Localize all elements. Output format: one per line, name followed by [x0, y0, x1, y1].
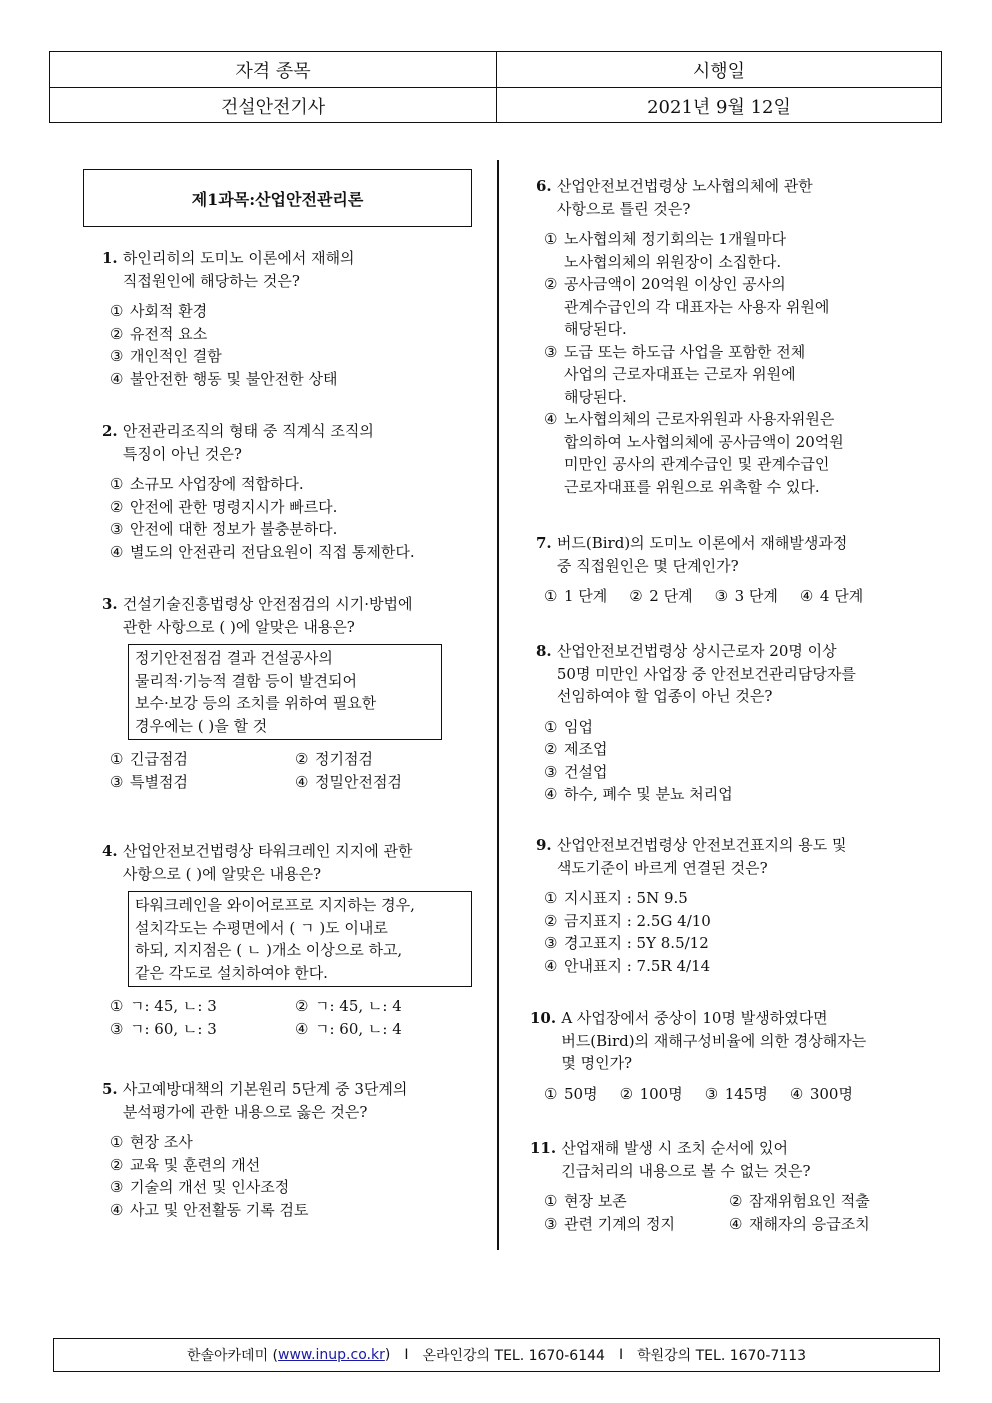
option-1[interactable]: ① 현장 보존 [544, 1192, 627, 1210]
option-4[interactable]: ④ 안내표지 : 7.5R 4/14 [544, 956, 711, 975]
question-number: 4. [102, 842, 123, 860]
question-6 [536, 175, 926, 498]
category-label: 자격 종목 [50, 52, 497, 87]
option-1[interactable]: ① 1 단계 [544, 587, 608, 605]
option-2[interactable]: ② 교육 및 훈련의 개선 [110, 1155, 261, 1174]
question-2 [102, 420, 482, 563]
question-number: 10. [530, 1009, 562, 1027]
option-2[interactable]: ② 유전적 요소 [110, 324, 208, 343]
question-number: 9. [536, 836, 557, 854]
option-4[interactable]: ④ 별도의 안전관리 전담요원이 직접 통제한다. [110, 542, 415, 561]
option-3[interactable]: ③ 145명 [704, 1084, 768, 1103]
question-stem: 산업안전보건법령상 노사협의체에 관한 사항으로 틀린 것은? [556, 177, 813, 218]
online-phone: 온라인강의 TEL. 1670-6144 [422, 1348, 605, 1364]
option-3[interactable]: ③ 경고표지 : 5Y 8.5/12 [544, 934, 709, 952]
condition-box: 정기안전점검 결과 건설공사의 물리적·기능적 결함 등이 발견되어 보수·보강 등의 조치를 위하여 필요한 경우에는 ( )을 할 것 [128, 644, 442, 740]
option-1[interactable]: ① 긴급점검 [110, 750, 188, 768]
option-4[interactable]: ④ 정밀안전점검 [295, 772, 402, 791]
option-2[interactable]: ② 공사금액이 20억원 이상인 공사의 관계수급인의 각 대표자는 사용자 위원에 해당된다. [544, 275, 830, 338]
page-footer [53, 1338, 940, 1372]
question-4 [102, 840, 482, 1040]
question-number: 11. [530, 1139, 562, 1157]
option-2[interactable]: ② 잠재위험요인 적출 [729, 1192, 870, 1210]
option-1[interactable]: ① 사회적 환경 [110, 302, 208, 320]
question-stem: 산업안전보건법령상 타워크레인 지지에 관한 사항으로 ( )에 알맞은 내용은? [122, 842, 413, 883]
option-3[interactable]: ③ 기술의 개선 및 인사조정 [110, 1178, 290, 1196]
website-link[interactable]: www.inup.co.kr [278, 1347, 385, 1363]
option-3[interactable]: ③ 안전에 대한 정보가 불충분하다. [110, 520, 338, 538]
exam-header-table [49, 51, 942, 123]
date-value: 2021년 9월 12일 [647, 96, 791, 118]
option-4[interactable]: ④ 4 단계 [799, 587, 864, 605]
option-4[interactable]: ④ ㄱ: 60, ㄴ: 4 [295, 1019, 402, 1038]
option-3[interactable]: ③ ㄱ: 60, ㄴ: 3 [110, 1019, 217, 1038]
question-number: 8. [536, 642, 557, 660]
category-value: 건설안전기사 [50, 88, 497, 123]
option-1[interactable]: ① 현장 조사 [110, 1133, 193, 1151]
question-1 [102, 247, 482, 390]
option-4[interactable]: ④ 노사협의체의 근로자위원과 사용자위원은 합의하여 노사협의체에 공사금액이 20억원 미만인 공사의 관계수급인 및 관계수급인 근로자대표를 위원으로 위촉할 수 있다. [544, 410, 844, 496]
question-stem: 안전관리조직의 형태 중 직계식 조직의 특징이 아닌 것은? [122, 422, 374, 463]
option-4[interactable]: ④ 하수, 폐수 및 분뇨 처리업 [544, 785, 733, 803]
option-2[interactable]: ② 제조업 [544, 740, 608, 758]
date-label: 시행일 [692, 60, 746, 82]
option-2[interactable]: ② 100명 [619, 1084, 683, 1103]
question-stem: 산업안전보건법령상 상시근로자 20명 이상 50명 미만인 사업장 중 안전보건관리담당자를 선임하여야 할 업종이 아닌 것은? [556, 642, 856, 705]
option-3[interactable]: ③ 도급 또는 하도급 사업을 포함한 전체 사업의 근로자대표는 근로자 위원에 해당된다. [544, 342, 806, 406]
question-7 [536, 532, 926, 608]
academy-name: 한솔아카데미 ( [186, 1348, 279, 1364]
offline-phone: 학원강의 TEL. 1670-7113 [637, 1348, 807, 1364]
option-1[interactable]: ① 지시표지 : 5N 9.5 [544, 889, 688, 907]
question-8 [536, 640, 926, 806]
separator: I [618, 1347, 624, 1363]
option-1[interactable]: ① 노사협의체 정기회의는 1개월마다 노사협의체의 위원장이 소집한다. [544, 230, 786, 271]
question-number: 5. [102, 1080, 123, 1098]
option-1[interactable]: ① ㄱ: 45, ㄴ: 3 [110, 997, 217, 1015]
condition-box: 타워크레인을 와이어로프로 지지하는 경우, 설치각도는 수평면에서 ( ㄱ )도 이내로 하되, 지지점은 ( ㄴ )개소 이상으로 하고, 같은 각도로 설치하여야 한다. [128, 891, 472, 987]
option-2[interactable]: ② 정기점검 [295, 750, 373, 768]
option-1[interactable]: ① 50명 [544, 1084, 598, 1103]
option-3[interactable]: ③ 건설업 [544, 762, 608, 781]
question-stem: 버드(Bird)의 도미노 이론에서 재해발생과정 중 직접원인은 몇 단계인가? [556, 534, 848, 575]
option-1[interactable]: ① 소규모 사업장에 적합하다. [110, 475, 304, 493]
option-4[interactable]: ④ 300명 [789, 1084, 853, 1103]
option-2[interactable]: ② 안전에 관한 명령지시가 빠르다. [110, 497, 338, 516]
question-stem: 건설기술진흥법령상 안전점검의 시기·방법에 관한 사항으로 ( )에 알맞은 내용은? [122, 595, 413, 636]
option-4[interactable]: ④ 사고 및 안전활동 기록 검토 [110, 1200, 309, 1219]
option-4[interactable]: ④ 재해자의 응급조치 [729, 1214, 870, 1233]
question-10 [530, 1007, 925, 1105]
option-3[interactable]: ③ 특별점검 [110, 772, 188, 791]
question-stem: 하인리히의 도미노 이론에서 재해의 직접원인에 해당하는 것은? [122, 249, 355, 290]
question-5 [102, 1078, 482, 1221]
option-3[interactable]: ③ 개인적인 결함 [110, 347, 222, 365]
separator: I [404, 1347, 409, 1363]
question-number: 7. [536, 534, 557, 552]
option-2[interactable]: ② ㄱ: 45, ㄴ: 4 [295, 997, 402, 1015]
question-number: 6. [536, 177, 557, 195]
option-2[interactable]: ② 금지표지 : 2.5G 4/10 [544, 911, 711, 930]
question-number: 3. [102, 595, 123, 613]
question-11 [530, 1137, 925, 1235]
question-9 [536, 834, 926, 977]
option-3[interactable]: ③ 관련 기계의 정지 [544, 1214, 675, 1233]
option-1[interactable]: ① 임업 [544, 717, 593, 736]
option-4[interactable]: ④ 불안전한 행동 및 불안전한 상태 [110, 369, 338, 388]
option-2[interactable]: ② 2 단계 [629, 587, 693, 605]
question-stem: A 사업장에서 중상이 10명 발생하였다면 버드(Bird)의 재해구성비율에 의한 경상해자는 몇 명인가? [561, 1009, 867, 1072]
question-number: 1. [102, 249, 123, 267]
subject-title: 제1과목:산업안전관리론 [83, 169, 472, 227]
question-3 [102, 593, 482, 793]
option-3[interactable]: ③ 3 단계 [714, 587, 778, 605]
question-number: 2. [102, 422, 123, 440]
question-stem: 산업재해 발생 시 조치 순서에 있어 긴급처리의 내용으로 볼 수 없는 것은? [561, 1139, 811, 1180]
question-stem: 산업안전보건법령상 안전보건표지의 용도 및 색도기준이 바르게 연결된 것은? [556, 836, 847, 877]
question-stem: 사고예방대책의 기본원리 5단계 중 3단계의 분석평가에 관한 내용으로 옳은 것은? [122, 1080, 408, 1121]
column-divider [497, 160, 499, 1250]
paren-close: ) [384, 1347, 391, 1363]
